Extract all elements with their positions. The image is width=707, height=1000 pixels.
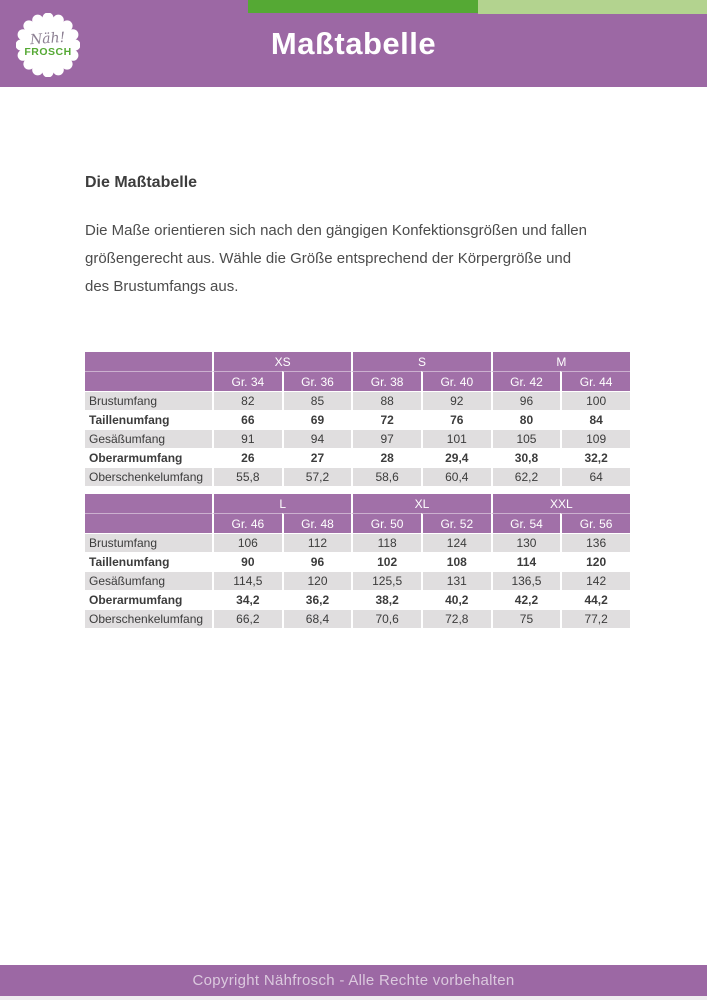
table-row <box>85 552 630 571</box>
size-label: Gr. 48 <box>282 513 352 533</box>
measure-cell: 142 <box>560 571 630 590</box>
measure-cell: 124 <box>421 533 491 552</box>
size-group-label: XXL <box>491 494 630 513</box>
row-label: Oberarmumfang <box>85 448 212 467</box>
size-group-label: XS <box>212 352 351 371</box>
logo-text <box>16 13 80 77</box>
row-label: Gesäßumfang <box>85 429 212 448</box>
table-row <box>85 429 630 448</box>
measure-cell: 96 <box>491 391 561 410</box>
measure-cell: 55,8 <box>212 467 282 486</box>
measure-cell: 96 <box>282 552 352 571</box>
measurement-table-l-xl-xxl <box>85 494 630 628</box>
size-group-label: L <box>212 494 351 513</box>
row-label: Taillenumfang <box>85 552 212 571</box>
size-label: Gr. 44 <box>560 371 630 391</box>
corner-cell <box>85 371 212 391</box>
measure-cell: 42,2 <box>491 590 561 609</box>
logo-brand-text: FROSCH <box>24 46 72 58</box>
page-footer <box>0 965 707 996</box>
measure-cell: 77,2 <box>560 609 630 628</box>
measure-cell: 90 <box>212 552 282 571</box>
measure-cell: 29,4 <box>421 448 491 467</box>
measure-cell: 131 <box>421 571 491 590</box>
measure-cell: 100 <box>560 391 630 410</box>
size-label: Gr. 50 <box>351 513 421 533</box>
table-row <box>85 571 630 590</box>
header-accent-bar-dark <box>248 0 478 13</box>
size-group-label: XL <box>351 494 490 513</box>
measure-cell: 125,5 <box>351 571 421 590</box>
measure-cell: 40,2 <box>421 590 491 609</box>
measure-cell: 58,6 <box>351 467 421 486</box>
size-group-label: M <box>491 352 630 371</box>
size-label: Gr. 40 <box>421 371 491 391</box>
measure-cell: 64 <box>560 467 630 486</box>
size-group-row <box>85 352 630 371</box>
intro-paragraph: Die Maße orientieren sich nach den gängigen Konfektionsgrößen und fallen größengerecht aus. Wähle die Größe entsprechend der Körpergröße und des Brustumfangs aus. <box>85 222 587 295</box>
measurement-table-xs-s-m <box>85 352 630 486</box>
measure-cell: 114,5 <box>212 571 282 590</box>
measure-cell: 80 <box>491 410 561 429</box>
size-label: Gr. 54 <box>491 513 561 533</box>
row-label: Brustumfang <box>85 391 212 410</box>
measure-cell: 84 <box>560 410 630 429</box>
table-row <box>85 448 630 467</box>
measure-cell: 38,2 <box>351 590 421 609</box>
measure-cell: 114 <box>491 552 561 571</box>
size-label: Gr. 52 <box>421 513 491 533</box>
row-label: Gesäßumfang <box>85 571 212 590</box>
measure-cell: 68,4 <box>282 609 352 628</box>
measure-cell: 82 <box>212 391 282 410</box>
measure-cell: 66,2 <box>212 609 282 628</box>
size-row <box>85 371 630 391</box>
measure-cell: 36,2 <box>282 590 352 609</box>
table-row <box>85 590 630 609</box>
measure-cell: 27 <box>282 448 352 467</box>
copyright-text: Copyright Nähfrosch - Alle Rechte vorbehalten <box>192 972 515 989</box>
measure-cell: 112 <box>282 533 352 552</box>
measure-cell: 60,4 <box>421 467 491 486</box>
measure-cell: 120 <box>560 552 630 571</box>
measure-cell: 91 <box>212 429 282 448</box>
size-label: Gr. 34 <box>212 371 282 391</box>
measure-cell: 44,2 <box>560 590 630 609</box>
measure-cell: 136,5 <box>491 571 561 590</box>
measure-cell: 108 <box>421 552 491 571</box>
header-accent-bar-light <box>478 0 707 14</box>
page-header <box>0 0 707 87</box>
measure-cell: 34,2 <box>212 590 282 609</box>
size-label: Gr. 42 <box>491 371 561 391</box>
row-label: Oberarmumfang <box>85 590 212 609</box>
measure-cell: 75 <box>491 609 561 628</box>
measure-cell: 105 <box>491 429 561 448</box>
measure-cell: 70,6 <box>351 609 421 628</box>
measure-cell: 72 <box>351 410 421 429</box>
measure-cell: 92 <box>421 391 491 410</box>
measure-cell: 72,8 <box>421 609 491 628</box>
corner-cell <box>85 352 212 371</box>
measure-cell: 85 <box>282 391 352 410</box>
row-label: Oberschenkelumfang <box>85 609 212 628</box>
corner-cell <box>85 494 212 513</box>
measure-cell: 130 <box>491 533 561 552</box>
table-row <box>85 410 630 429</box>
measure-cell: 136 <box>560 533 630 552</box>
nahfrosch-logo <box>16 13 80 77</box>
corner-cell <box>85 513 212 533</box>
measure-cell: 26 <box>212 448 282 467</box>
section-heading: Die Maßtabelle <box>85 174 198 191</box>
measure-cell: 69 <box>282 410 352 429</box>
table-row <box>85 609 630 628</box>
row-label: Oberschenkelumfang <box>85 467 212 486</box>
measure-cell: 120 <box>282 571 352 590</box>
size-group-row <box>85 494 630 513</box>
size-label: Gr. 46 <box>212 513 282 533</box>
row-label: Brustumfang <box>85 533 212 552</box>
measure-cell: 109 <box>560 429 630 448</box>
page-title: Maßtabelle <box>270 26 437 61</box>
measure-cell: 28 <box>351 448 421 467</box>
measure-cell: 97 <box>351 429 421 448</box>
size-group-label: S <box>351 352 490 371</box>
measure-cell: 118 <box>351 533 421 552</box>
size-row <box>85 513 630 533</box>
measure-cell: 102 <box>351 552 421 571</box>
bottom-strip <box>0 996 707 1000</box>
table-row <box>85 391 630 410</box>
size-label: Gr. 38 <box>351 371 421 391</box>
measure-cell: 62,2 <box>491 467 561 486</box>
measure-cell: 57,2 <box>282 467 352 486</box>
measure-cell: 94 <box>282 429 352 448</box>
table-row <box>85 467 630 486</box>
row-label: Taillenumfang <box>85 410 212 429</box>
measure-cell: 106 <box>212 533 282 552</box>
measure-cell: 32,2 <box>560 448 630 467</box>
measure-cell: 76 <box>421 410 491 429</box>
measure-cell: 88 <box>351 391 421 410</box>
size-label: Gr. 56 <box>560 513 630 533</box>
table-row <box>85 533 630 552</box>
measure-cell: 101 <box>421 429 491 448</box>
logo-script-text: Näh! <box>29 29 67 49</box>
size-label: Gr. 36 <box>282 371 352 391</box>
measure-cell: 30,8 <box>491 448 561 467</box>
measure-cell: 66 <box>212 410 282 429</box>
